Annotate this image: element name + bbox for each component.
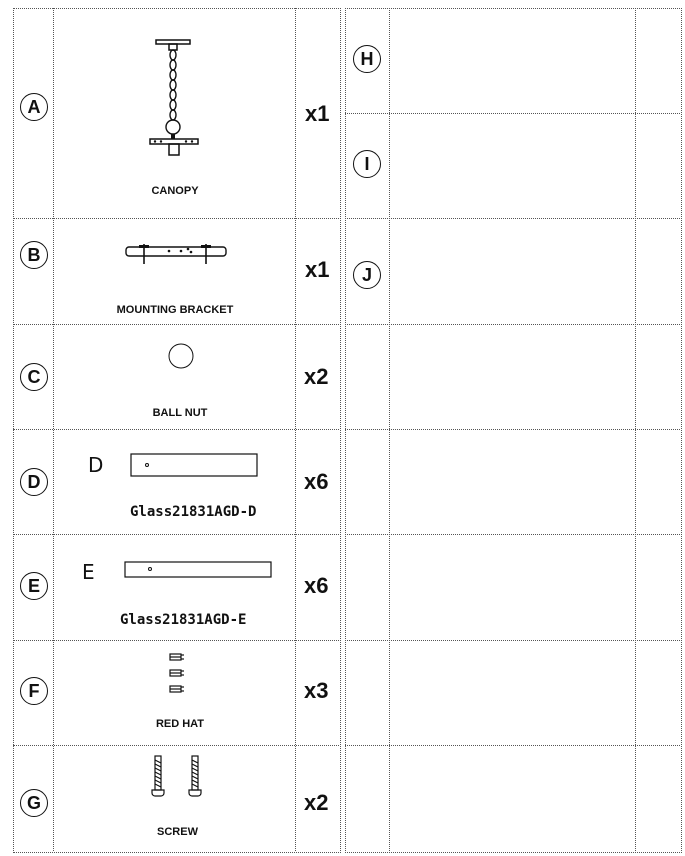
row-divider xyxy=(345,113,680,114)
row-divider xyxy=(13,745,339,746)
mounting-bracket-icon xyxy=(124,240,234,270)
part-letter-h: H xyxy=(353,45,381,73)
part-qty-c: x2 xyxy=(304,364,329,389)
part-qty-g: x2 xyxy=(304,790,329,815)
row-divider xyxy=(13,534,339,535)
part-caption-e: Glass21831AGD-E xyxy=(120,612,247,628)
part-qty-d: x6 xyxy=(304,469,329,494)
part-letter-g: G xyxy=(20,789,48,817)
row-divider xyxy=(345,429,680,430)
part-qty-b: x1 xyxy=(305,257,330,282)
right-parts-table xyxy=(345,8,682,853)
part-caption-g: SCREW xyxy=(157,826,198,838)
part-caption-f: RED HAT xyxy=(155,718,205,730)
row-divider xyxy=(345,534,680,535)
glass-panel-icon xyxy=(130,453,260,479)
part-letter-j: J xyxy=(353,261,381,289)
part-letter-e: E xyxy=(20,572,48,600)
canopy-icon xyxy=(142,38,212,168)
part-caption-b: MOUNTING BRACKET xyxy=(116,304,234,316)
part-caption-d: Glass21831AGD-D xyxy=(130,504,257,520)
part-mark-e: E xyxy=(82,560,95,584)
part-mark-d: D xyxy=(88,453,104,477)
row-divider xyxy=(13,640,339,641)
part-letter-a: A xyxy=(20,93,48,121)
part-letter-d: D xyxy=(20,468,48,496)
part-qty-e: x6 xyxy=(304,573,329,598)
part-qty-a: x1 xyxy=(305,101,330,126)
part-letter-b: B xyxy=(20,241,48,269)
glass-panel-icon xyxy=(124,561,274,581)
row-divider xyxy=(345,640,680,641)
row-divider xyxy=(13,324,339,325)
part-letter-f: F xyxy=(20,677,48,705)
row-divider xyxy=(13,218,339,219)
row-divider xyxy=(345,324,680,325)
ball-nut-icon xyxy=(168,343,198,373)
row-divider xyxy=(345,218,680,219)
part-caption-c: BALL NUT xyxy=(152,407,208,419)
red-hat-icon xyxy=(167,651,191,695)
part-letter-c: C xyxy=(20,363,48,391)
row-divider xyxy=(345,745,680,746)
row-divider xyxy=(13,429,339,430)
part-qty-f: x3 xyxy=(304,678,329,703)
part-letter-i: I xyxy=(353,150,381,178)
screw-icon xyxy=(148,754,208,800)
part-caption-a: CANOPY xyxy=(151,185,199,197)
